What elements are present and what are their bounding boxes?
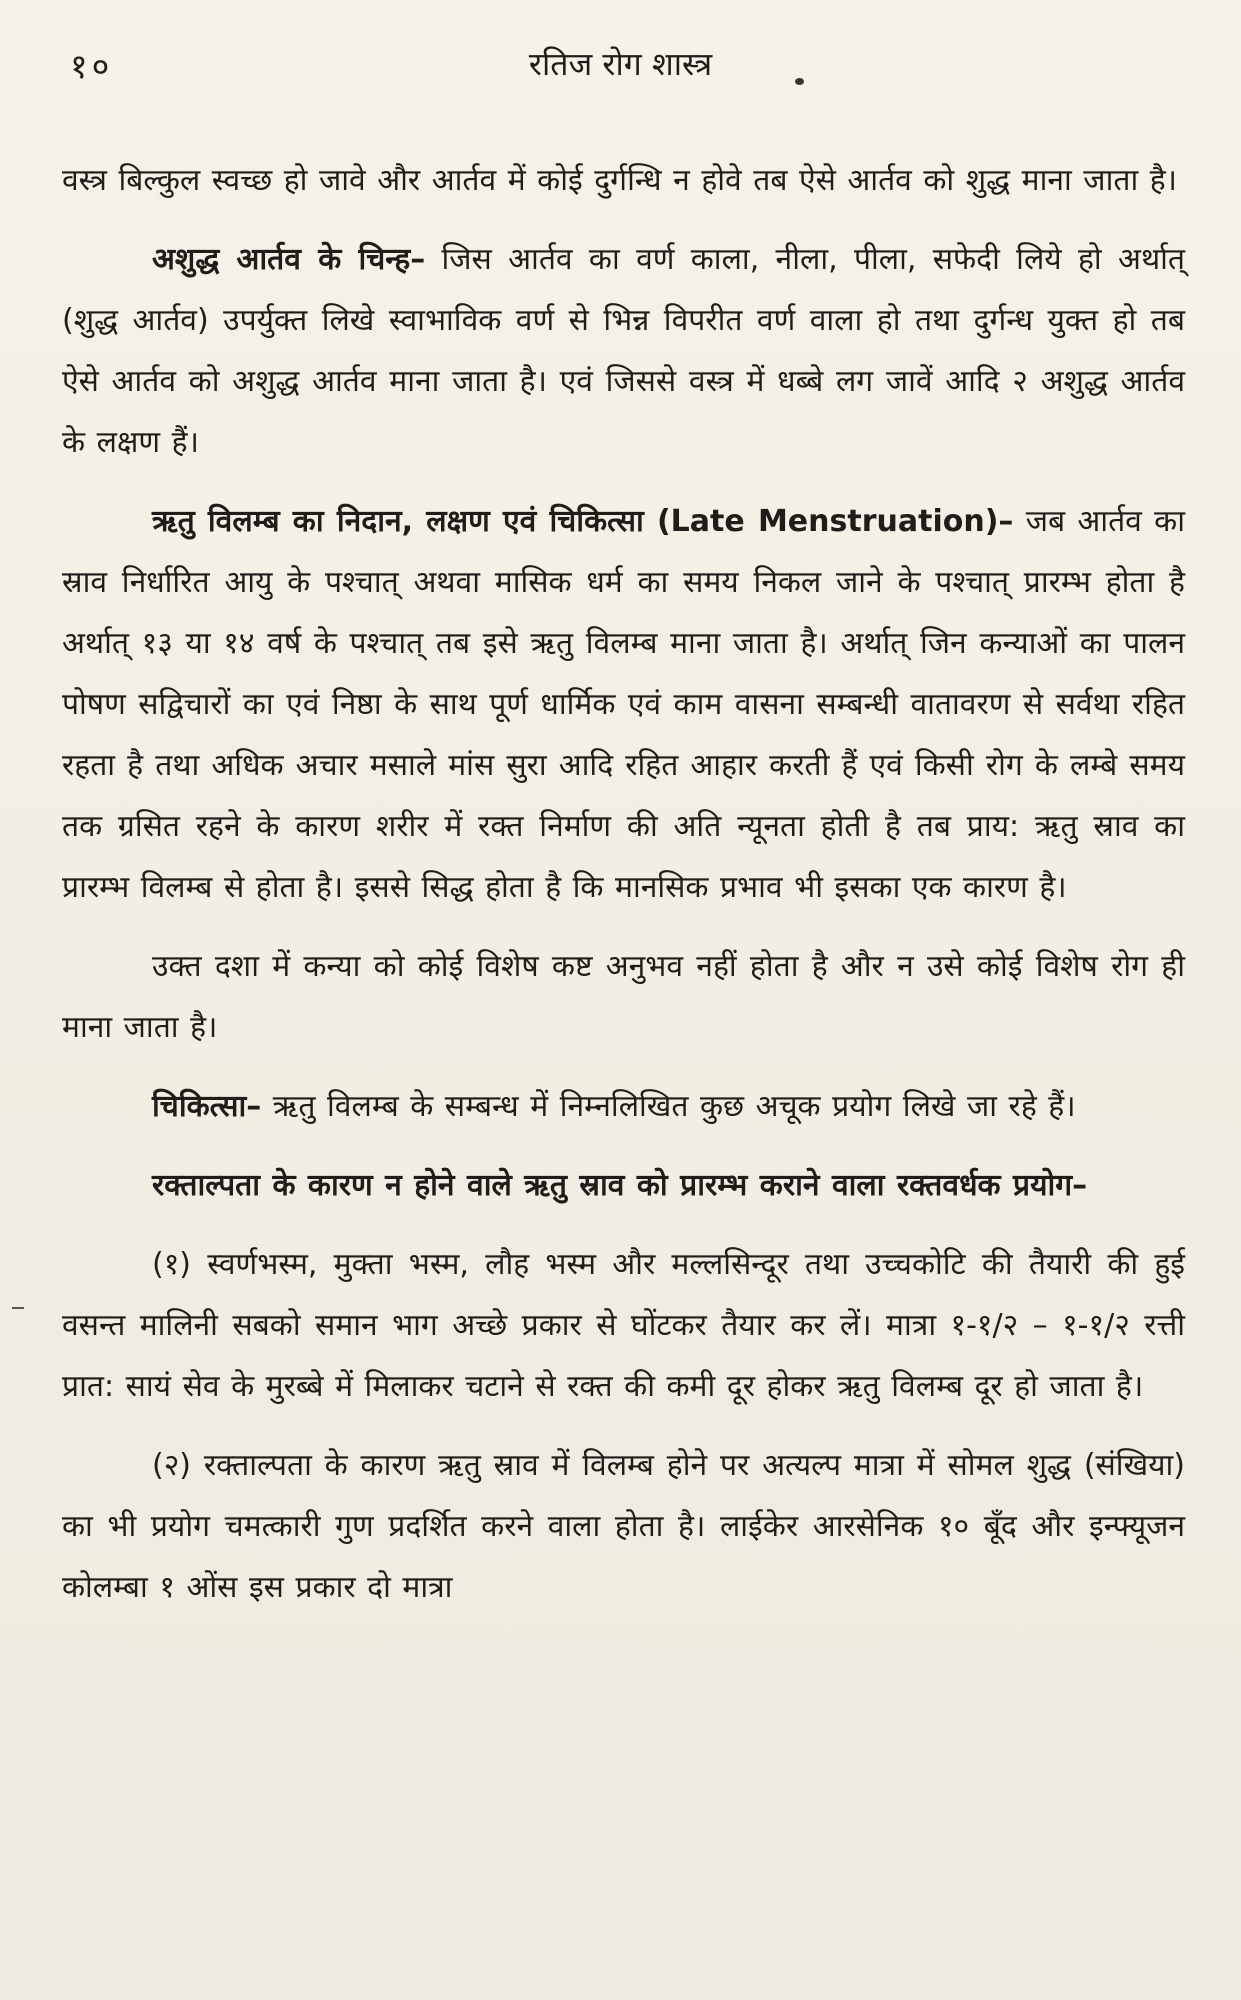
treatment-heading: चिकित्सा–: [152, 1089, 262, 1124]
paragraph-remedy-2: (२) रक्ताल्पता के कारण ऋतु स्राव में विलम्ब होने पर अत्यल्प मात्रा में सोमल शुद्ध (संखिया) का भी प्रयोग चमत्कारी गुण प्रदर्शित करने वाला होता है। लाईकेर आरसेनिक १० बूँद और इन्फ्यूजन कोलम्बा १ ओंस इस प्रकार दो मात्रा: [62, 1448, 1185, 1605]
paragraph-remedy-1: (१) स्वर्णभस्म, मुक्ता भस्म, लौह भस्म और मल्लसिन्दूर तथा उच्चकोटि की तैयारी की हुई वसन्त मालिनी सबको समान भाग अच्छे प्रकार से घोंटकर तैयार कर लें। मात्रा १-१/२ – १-१/२ रत्ती प्रात: सायं सेव के मुरब्बे में मिलाकर चटाने से रक्त की कमी दूर होकर ऋतु विलम्ब दूर हो जाता है।: [62, 1247, 1185, 1404]
late-menstruation-heading: ऋतु विलम्ब का निदान, लक्षण एवं चिकित्सा (Late Menstruation)–: [152, 504, 1014, 539]
treatment-text: ऋतु विलम्ब के सम्बन्ध में निम्नलिखित कुछ अचूक प्रयोग लिखे जा रहे हैं।: [261, 1089, 1076, 1124]
margin-mark: [12, 1307, 24, 1309]
page-body: [62, 150, 1185, 1636]
ink-speck: [795, 78, 804, 85]
paragraph-continuation: वस्त्र बिल्कुल स्वच्छ हो जावे और आर्तव में कोई दुर्गन्धि न होवे तब ऐसे आर्तव को शुद्ध माना जाता है।: [62, 163, 1178, 198]
section-heading-blood-builder: रक्ताल्पता के कारण न होने वाले ऋतु स्राव को प्रारम्भ कराने वाला रक्तवर्धक प्रयोग–: [152, 1168, 1088, 1203]
paragraph-treatment: [62, 1076, 1185, 1137]
paragraph-late-menstruation: [62, 491, 1185, 918]
late-menstruation-text: जब आर्तव का स्राव निर्धारित आयु के पश्चात् अथवा मासिक धर्म का समय निकल जाने के पश्चात् प्रारम्भ होता है अर्थात् १३ या १४ वर्ष के पश्चात् तब इसे ऋतु विलम्ब माना जाता है। अर्थात् जिन कन्याओं का पालन पोषण सद्विचारों का एवं निष्ठा के साथ पूर्ण धार्मिक एवं काम वासना सम्बन्धी वातावरण से सर्वथा रहित रहता है तथा अधिक अचार मसाले मांस सुरा आदि रहित आहार करती हैं एवं किसी रोग के लम्बे समय तक ग्रसित रहने के कारण शरीर में रक्त निर्माण की अति न्यूनता होती है तब प्राय: ऋतु स्राव का प्रारम्भ विलम्ब से होता है। इससे सिद्ध होता है कि मानसिक प्रभाव भी इसका एक कारण है।: [62, 504, 1185, 905]
page-header: [60, 42, 1181, 102]
impure-signs-text: जिस आर्तव का वर्ण काला, नीला, पीला, सफेदी लिये हो अर्थात् (शुद्ध आर्तव) उपर्युक्त लिखे स्वाभाविक वर्ण से भिन्न विपरीत वर्ण वाला हो तथा दुर्गन्ध युक्त हो तब ऐसे आर्तव को अशुद्ध आर्तव माना जाता है। एवं जिससे वस्त्र में धब्बे लग जावें आदि २ अशुद्ध आर्तव के लक्षण हैं।: [62, 242, 1185, 460]
page-number: १०: [70, 47, 114, 87]
paragraph-impure-signs: [62, 229, 1185, 473]
impure-signs-heading: अशुद्ध आर्तव के चिन्ह–: [152, 242, 426, 277]
running-title: रतिज रोग शास्त्र: [528, 45, 713, 83]
paragraph-condition: उक्त दशा में कन्या को कोई विशेष कष्ट अनुभव नहीं होता है और न उसे कोई विशेष रोग ही माना जाता है।: [62, 949, 1185, 1045]
